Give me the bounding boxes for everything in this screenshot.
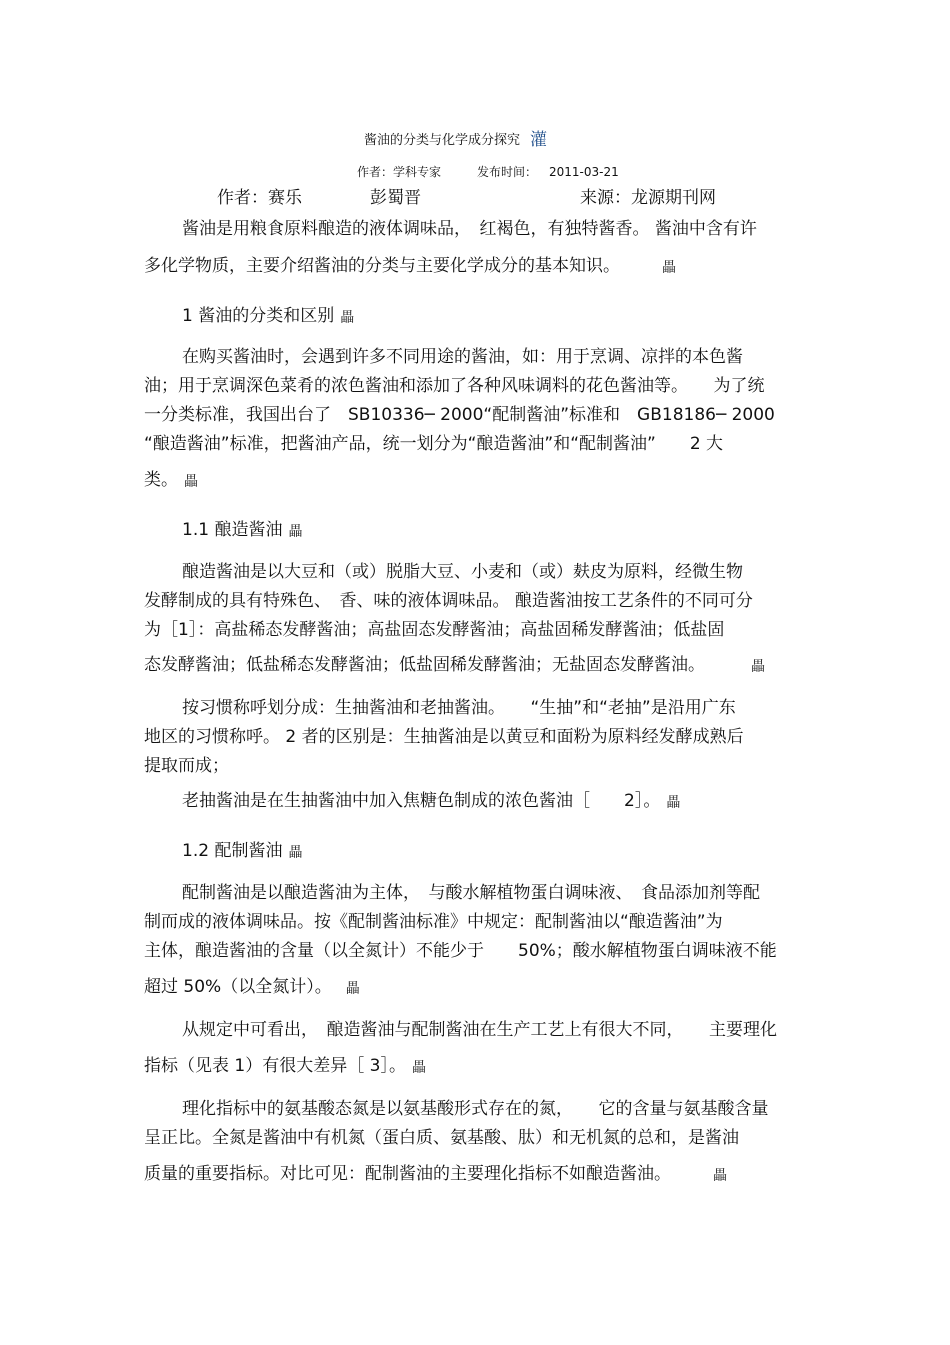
p1-line-5: 类。 畾 [144,469,198,493]
p5-line-1: 配制酱油是以酿造酱油为主体， 与酸水解植物蛋白调味液、 食品添加剂等配 [182,883,760,903]
p2-line-4: 态发酵酱油；低盐稀态发酵酱油；低盐固稀发酵酱油；无盐固态发酵酱油。 畾 [144,654,765,678]
p7-line-3: 质量的重要指标。对比可见：配制酱油的主要理化指标不如酿造酱油。 畾 [144,1163,727,1187]
p3-line-1: 按习惯称呼划分成：生抽酱油和老抽酱油。 “生抽”和“老抽”是沿用广东 [182,698,736,718]
byline-source: 来源：龙源期刊网 [580,188,716,208]
p7-line-2: 呈正比。全氮是酱油中有机氮（蛋白质、氨基酸、肽）和无机氮的总和，是酱油 [144,1128,739,1148]
meta-date-label: 发布时间： [477,165,538,179]
p2-line-2: 发酵制成的具有特殊色、 香、味的液体调味品。 酿造酱油按工艺条件的不同可分 [144,591,753,611]
paragraph-mark: 畾 [666,795,681,811]
p2-line-3: 为［1］：高盐稀态发酵酱油；高盐固态发酵酱油；高盐固稀发酵酱油；低盐固 [144,620,725,640]
p3-line-3: 提取而成； [144,756,229,776]
page-title [364,131,547,150]
heading-1-1: 1.1 酿造酱油 畾 [182,519,302,543]
p6-line-1: 从规定中可看出， 酿造酱油与配制酱油在生产工艺上有很大不同， 主要理化 [182,1020,777,1040]
p5-line-4: 超过 50%（以全氮计）。 畾 [144,976,360,1000]
paragraph-mark: 畾 [288,845,303,861]
heading-1: 1 酱油的分类和区别 畾 [182,305,354,329]
heading-1-2: 1.2 配制酱油 畾 [182,840,302,864]
byline-author-2: 彭蜀晋 [370,188,421,208]
p7-line-1: 理化指标中的氨基酸态氮是以氨基酸形式存在的氮， 它的含量与氨基酸含量 [182,1099,769,1119]
p1-line-1: 在购买酱油时，会遇到许多不同用途的酱油，如：用于烹调、凉拌的本色酱 [182,347,743,367]
paragraph-mark: 畾 [345,981,360,997]
meta-author: 作者：学科专家 [357,165,442,179]
p1-line-3: 一分类标准，我国出台了 SB10336─ 2000“配制酱油”标准和 GB18186─ 2000 [144,405,775,425]
p5-line-2: 制而成的液体调味品。按《配制酱油标准》中规定：配制酱油以“酿造酱油”为 [144,912,723,932]
intro-line-2: 多化学物质，主要介绍酱油的分类与主要化学成分的基本知识。 畾 [144,255,676,279]
paragraph-mark: 畾 [411,1060,426,1076]
p1-line-2: 油；用于烹调深色菜肴的浓色酱油和添加了各种风味调料的花色酱油等。 为了统 [144,376,765,396]
byline-author: 作者：赛乐 [217,188,302,208]
paragraph-mark: 畾 [340,310,355,326]
p2-line-1: 酿造酱油是以大豆和（或）脱脂大豆、小麦和（或）麸皮为原料，经微生物 [182,562,743,582]
p6-line-2: 指标（见表 1）有很大差异［ 3］。 畾 [144,1055,426,1079]
paragraph-mark: 畾 [713,1168,727,1184]
paragraph-mark: 畾 [184,474,198,490]
paragraph-mark: 畾 [288,524,303,540]
intro-line-1: 酱油是用粮食原料酿造的液体调味品， 红褐色，有独特酱香。 酱油中含有许 [182,219,757,239]
title-text: 酱油的分类与化学成分探究 [364,133,521,148]
paragraph-mark: 畾 [751,659,765,675]
p4-line-1: 老抽酱油是在生抽酱油中加入焦糖色制成的浓色酱油［ 2］。 畾 [182,790,680,814]
p3-line-2: 地区的习惯称呼。 2 者的区别是：生抽酱油是以黄豆和面粉为原料经发酵成熟后 [144,727,744,747]
paragraph-mark: 畾 [662,260,676,276]
p5-line-3: 主体，酿造酱油的含量（以全氮计）不能少于 50%；酸水解植物蛋白调味液不能 [144,941,777,961]
meta-date: 2011-03-21 [549,165,619,179]
p1-line-4: “酿造酱油”标准，把酱油产品，统一划分为“酿造酱油”和“配制酱油” 2 大 [144,434,724,454]
title-seal-glyph: 灌 [530,130,548,150]
